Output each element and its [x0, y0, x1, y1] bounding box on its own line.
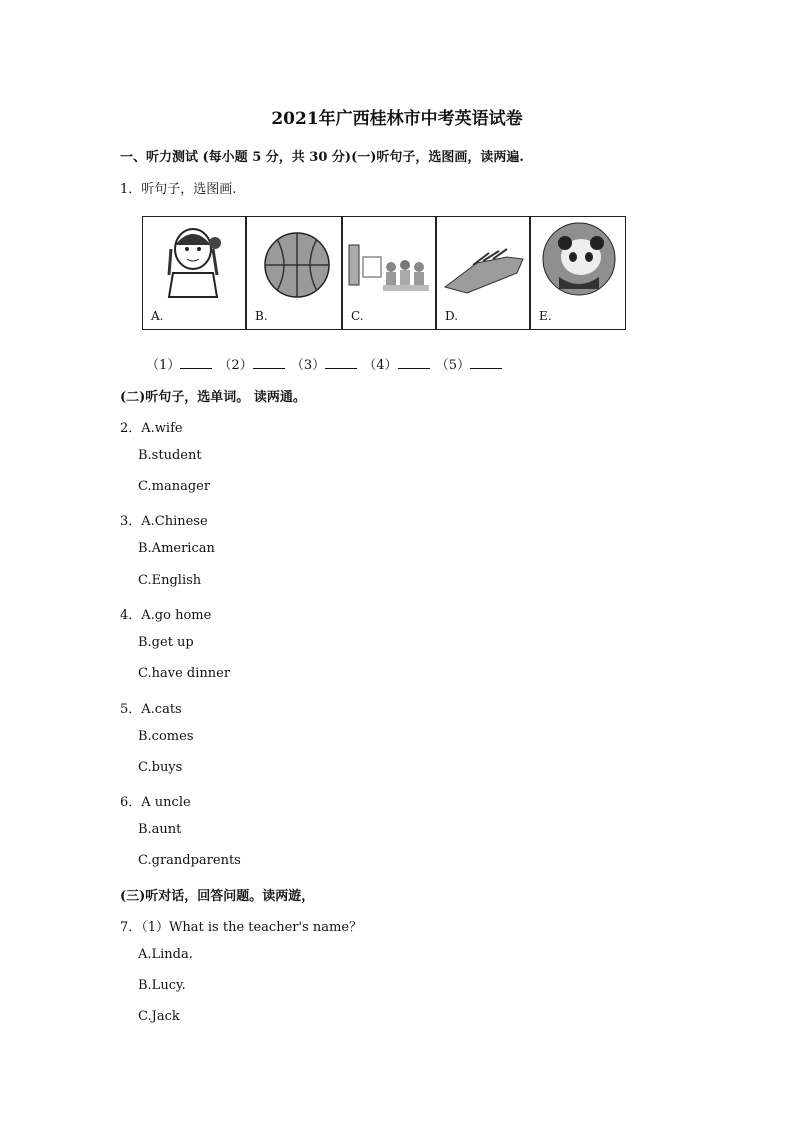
option-c: C.English	[138, 573, 202, 588]
picture-label: D.	[445, 309, 459, 323]
question-6-stem: 6．A uncle	[120, 795, 191, 810]
blank-label: （5）	[435, 358, 470, 373]
blank-label: （4）	[363, 358, 398, 373]
question-4-stem: 4．A.go home	[120, 608, 212, 623]
picture-label: A.	[151, 309, 164, 323]
answer-blank[interactable]	[325, 368, 357, 369]
answer-blank[interactable]	[253, 368, 285, 369]
section-heading-dialogue: (三)听对话，回答问题。读两遊，	[120, 889, 315, 904]
question-2-stem: 2．A.wife	[120, 421, 183, 436]
picture-a	[142, 216, 246, 330]
answer-blank[interactable]	[398, 368, 430, 369]
option-b: B.student	[138, 448, 202, 463]
hand-icon	[437, 217, 531, 307]
section-heading-words: (二)听句子，选单词。 读两通。	[120, 390, 306, 405]
option-c: C.manager	[138, 479, 211, 494]
picture-label: C.	[351, 309, 364, 323]
question-7-stem: 7．（1）What is the teacher's name？	[120, 920, 363, 935]
section-heading-listening: 一、听力测试 (每小题 5 分，共 30 分)(一)听句子，选图画，读两遍.	[120, 150, 524, 165]
option-c: C.buys	[138, 760, 183, 775]
option-b: B.American	[138, 541, 215, 556]
option-b: B.get up	[138, 635, 194, 650]
basketball-icon	[247, 217, 343, 307]
option-c: C.have dinner	[138, 666, 231, 681]
option-a: A.Linda.	[138, 947, 193, 962]
picture-label: E.	[539, 309, 552, 323]
answer-blank[interactable]	[180, 368, 212, 369]
picture-d	[436, 216, 530, 330]
blank-label: （1）	[146, 358, 181, 373]
picture-e	[530, 216, 626, 330]
question-1-stem: 1．听句子，选图画.	[120, 182, 237, 197]
answer-blank[interactable]	[470, 368, 502, 369]
picture-strip	[142, 210, 628, 334]
blank-label: （2）	[218, 358, 253, 373]
girl-drawing-icon	[143, 217, 247, 307]
panda-icon	[531, 217, 627, 307]
picture-label: B.	[255, 309, 268, 323]
option-c: C.grandparents	[138, 853, 241, 868]
blank-label: （3）	[290, 358, 326, 373]
option-b: B.comes	[138, 729, 194, 744]
picture-b	[246, 216, 342, 330]
option-b: B.aunt	[138, 822, 182, 837]
question-3-stem: 3．A.Chinese	[120, 514, 208, 529]
picture-c	[342, 216, 436, 330]
option-b: B.Lucy.	[138, 978, 186, 993]
page-title: 2021年广西桂林市中考英语试卷	[271, 109, 523, 129]
option-c: C.Jack	[138, 1009, 180, 1024]
question-5-stem: 5．A.cats	[120, 702, 182, 717]
answer-blanks	[146, 354, 504, 373]
classroom-people-icon	[343, 217, 437, 307]
